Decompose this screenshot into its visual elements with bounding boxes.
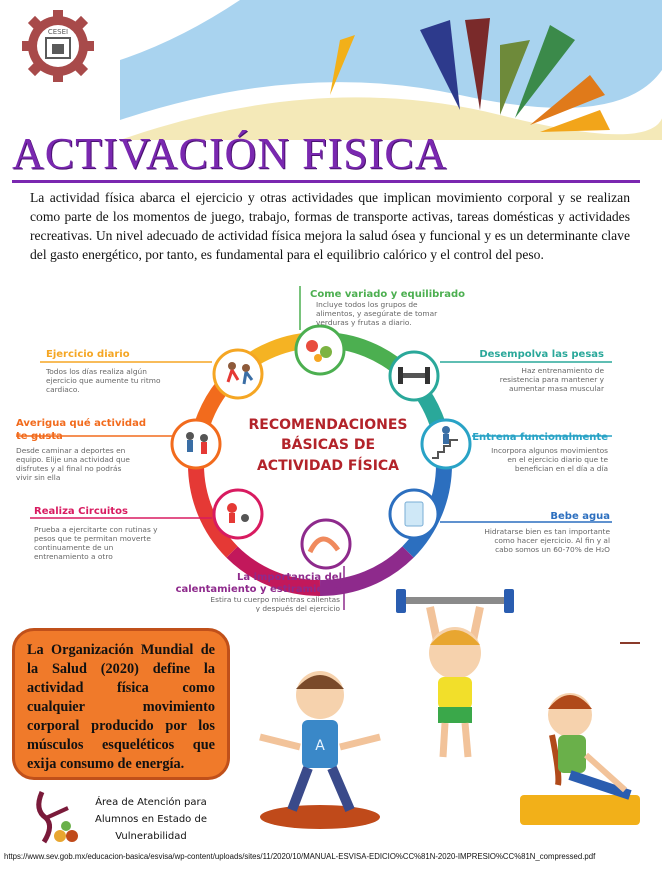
tip-water-desc-1: Hidratarse bien es tan importante — [484, 527, 610, 536]
title-underline — [12, 180, 640, 183]
node-sports — [172, 420, 220, 468]
girl-stretching — [520, 693, 640, 825]
who-definition-text: La Organización Mundial de la Salud (2020) define la actividad física como cualquier movimiento corporal producido por los músculos esqueléticos que exija consumo de energía. — [27, 642, 215, 772]
who-definition-box — [12, 628, 230, 780]
tip-weights-title: Desempolva las pesas — [479, 349, 604, 360]
tip-sports-desc-2: equipo. Elije una actividad que — [16, 455, 130, 464]
tip-functional-desc-3: benefician en el día a día — [514, 464, 608, 473]
node-circuits — [214, 490, 262, 538]
area-line-1: Área de Atención para — [95, 797, 207, 808]
tip-circuits-desc-3: continuamente de un — [34, 543, 114, 552]
kid-stretching — [260, 671, 380, 829]
tip-food-desc-3: verduras y frutas a diario. — [316, 318, 412, 327]
tip-sports-desc-1: Desde caminar a deportes en — [16, 446, 126, 455]
tip-warmup-desc-1: Estira tu cuerpo mientras calientas — [210, 595, 340, 604]
area-logo — [24, 786, 84, 850]
center-line-1: RECOMENDACIONES — [248, 417, 408, 433]
center-line-3: ACTIVIDAD FÍSICA — [256, 458, 400, 474]
tip-sports-title-2: te gusta — [16, 431, 63, 442]
area-label — [86, 794, 216, 845]
recommendations-infographic — [0, 282, 662, 612]
tip-weights-desc-3: aumentar masa muscular — [508, 384, 604, 393]
tip-water-title: Bebe agua — [550, 511, 610, 522]
tip-food-desc-2: alimentos, y asegúrate de tomar — [316, 309, 438, 318]
tip-circuits-desc-1: Prueba a ejercitarte con rutinas y — [34, 525, 158, 534]
area-line-2: Alumnos en Estado de — [95, 814, 207, 825]
tip-circuits-title: Realiza Circuitos — [34, 506, 128, 517]
kid-weightlifter — [396, 589, 514, 757]
intro-paragraph: La actividad física abarca el ejercicio y otras actividades que implican movimiento corporal y se realizan como parte de los momentos de juego, trabajo, formas de transporte activas, tareas domésticas y actividades recreativas. Un nivel adecuado de actividad física mejora la salud ósea y funcional y es un determinante clave del gasto energético, por tanto, es fundamental para el equilibrio calórico y el control del peso. — [30, 190, 630, 262]
tip-daily-title: Ejercicio diario — [46, 349, 130, 360]
tip-functional-title: Entrena funcionalmente — [472, 432, 608, 443]
tip-weights-desc-2: resistencia para mantener y — [499, 375, 604, 384]
tip-circuits-desc-2: pesos que te permitan moverte — [34, 534, 151, 543]
node-food — [296, 326, 344, 374]
page-title: ACTIVACIÓN FISICA — [12, 129, 448, 178]
svg-text:A: A — [315, 738, 325, 754]
tip-sports-desc-3: disfrutes y al final no podrás — [16, 464, 122, 473]
tip-water-desc-3: cabo somos un 60-70% de H₂O — [495, 545, 610, 554]
kids-exercising-illustration — [240, 585, 662, 855]
logo-text: CESEI — [47, 28, 69, 36]
area-line-3: Vulnerabilidad — [115, 831, 187, 842]
tip-functional-desc-1: Incorpora algunos movimientos — [491, 446, 608, 455]
source-url[interactable]: https://www.sev.gob.mx/educacion-basica/esvisa/wp-content/uploads/sites/11/2020/10/MANUAL-ESVISA-EDICIO%CC%81N-2020-IMPRESIO%CC%81N_compressed.pdf — [4, 852, 596, 861]
node-weights — [390, 352, 438, 400]
tip-sports-desc-4: vivir sin ella — [16, 473, 61, 482]
tip-warmup-title-2: calentamiento y estiramiento — [175, 584, 342, 595]
tip-functional-desc-2: en el ejercicio diario que te — [507, 455, 608, 464]
tip-circuits-desc-4: entrenamiento a otro — [34, 552, 113, 561]
node-stretch — [302, 520, 350, 568]
center-line-2: BÁSICAS DE — [280, 437, 376, 453]
tip-sports-title-1: Averigua qué actividad — [16, 418, 146, 429]
node-water — [390, 490, 438, 538]
tip-warmup-title-1: La importancia del — [236, 572, 342, 583]
tip-water-desc-2: como hacer ejercicio. Al fin y al — [494, 536, 610, 545]
tip-food-desc-1: Incluye todos los grupos de — [316, 300, 418, 309]
tip-daily-desc-2: ejercicio que aumente tu ritmo — [46, 376, 161, 385]
node-functional — [422, 420, 470, 468]
tip-food-title: Come variado y equilibrado — [310, 289, 465, 300]
sunrise-decoration — [120, 0, 662, 140]
node-daily-exercise — [214, 350, 262, 398]
tip-daily-desc-3: cardiaco. — [46, 385, 80, 394]
tip-weights-desc-1: Haz entrenamiento de — [521, 366, 604, 375]
tip-warmup-desc-2: y después del ejercicio — [255, 604, 340, 612]
tip-daily-desc-1: Todos los días realiza algún — [46, 367, 147, 376]
school-logo — [18, 8, 98, 84]
